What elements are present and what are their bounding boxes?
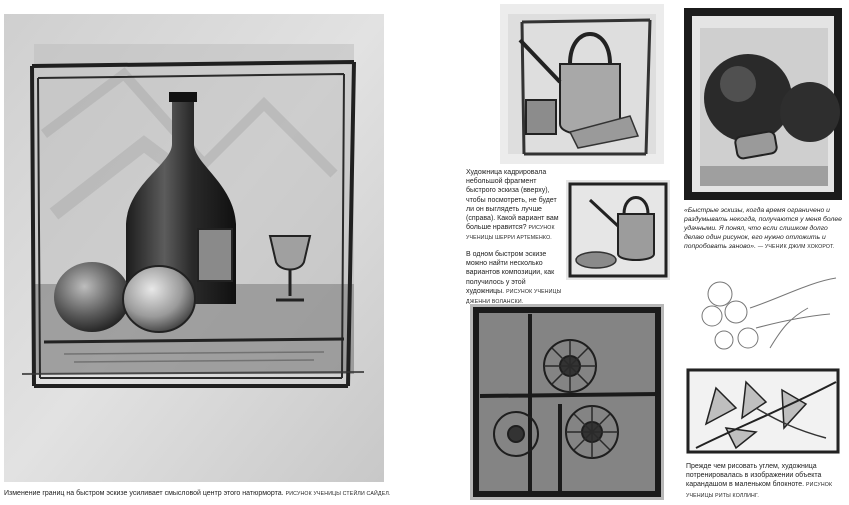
reframe-caption [466, 168, 562, 244]
cropped-watering-can-sketch-image [566, 180, 670, 280]
main-caption-text: Изменение границ на быстром эскизе усиливает смысловой центр этого натюрморта. [4, 490, 284, 497]
main-caption [4, 489, 394, 499]
watering-can-sketch-image [500, 4, 664, 164]
apple-cork-sketch-image [684, 8, 842, 200]
reframe-caption-text: Художница кадрировала небольшой фрагмент быстрого эскиза (вверху), чтобы посмотреть, не будет ли он выглядеть лучше (справа). Какой вариант вам больше нравится? [466, 169, 559, 232]
notebook-lily-sketch-image [686, 368, 840, 454]
reframe-caption-credit: РИСУНОК УЧЕНИЦЫ ШЕРРИ АРТЕМЕНКО. [466, 225, 555, 242]
notebook-caption-credit: РИСУНОК УЧЕНИЦЫ РИТЫ КОЛЛИНГ. [686, 482, 833, 499]
variants-caption-credit: РИСУНОК УЧЕНИЦЫ ДЖЕННИ ВОЛАНСКИ. [466, 288, 562, 306]
pencil-flowers-sketch-image [690, 268, 840, 360]
still-life-sketch-image [4, 14, 384, 482]
variants-caption [466, 250, 562, 307]
notebook-caption [686, 462, 842, 501]
quote-text: «Быстрые эскизы, когда время ограничено и раздумывать некогда, получаются у меня более удачными. Я понял, что если слишком долго делаю один рисунок, его нужно отложить и попробовать заново». [684, 207, 842, 250]
variants-caption-text: В одном быстром эскизе можно найти несколько вариантов композиции, как получилось у этой художницы. [466, 251, 555, 295]
main-caption-credit: РИСУНОК УЧЕНИЦЫ СТЕЙЛИ САЙДЕЛ. [285, 491, 391, 497]
quote-caption [684, 206, 844, 252]
flowers-composition-sketch-image [470, 304, 664, 500]
notebook-caption-text: Прежде чем рисовать углем, художница потренировалась в изображении объекта карандашом в маленьком блокноте. [686, 463, 822, 489]
quote-credit: — УЧЕНИК ДЖИМ ХОКОРОТ. [757, 244, 835, 250]
